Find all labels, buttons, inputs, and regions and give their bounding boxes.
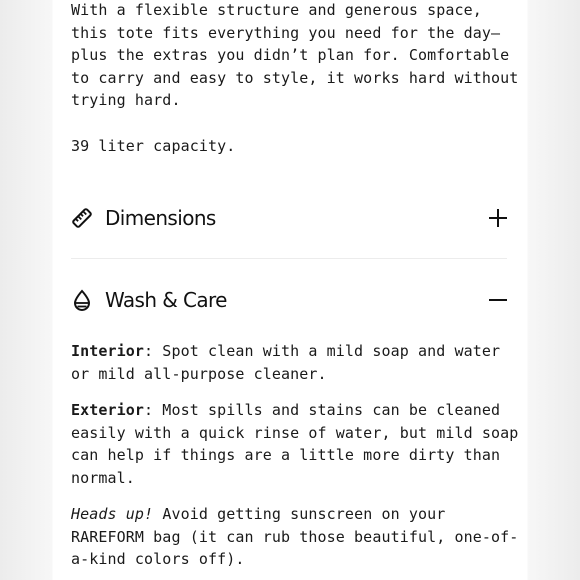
product-details-card [53,0,527,580]
care-exterior [71,399,521,489]
droplet-icon [71,289,93,311]
wash-care-title: Wash & Care [105,288,227,312]
care-heads-up-text: Avoid getting sunscreen on your RAREFORM bag (it can rub those beautiful, one-of-a-kind colors off). [71,505,519,568]
product-description: With a flexible structure and generous space, this tote fits everything you need for the day—plus the extras you didn’t plan for. Comfortable to carry and easy to style, it works hard without trying hard. [71,1,519,109]
wash-care-content [71,340,521,580]
plus-icon[interactable] [487,207,509,229]
care-exterior-label: Exterior [71,401,145,419]
minus-icon[interactable] [487,289,509,311]
dimensions-accordion-header[interactable] [71,198,509,238]
care-interior [71,340,521,385]
dimensions-title: Dimensions [105,206,216,230]
product-capacity: 39 liter capacity. [71,137,236,155]
accordion-divider [71,258,507,259]
care-heads-up-label: Heads up! [71,505,154,523]
care-interior-label: Interior [71,342,145,360]
wash-care-accordion-header[interactable] [71,280,509,320]
care-interior-text: : Spot clean with a mild soap and water or mild all-purpose cleaner. [71,342,501,383]
care-exterior-text: : Most spills and stains can be cleaned easily with a quick rinse of water, but mild soap can help if things are a little more dirty than normal. [71,401,519,487]
care-heads-up [71,503,521,571]
ruler-icon [71,207,93,229]
